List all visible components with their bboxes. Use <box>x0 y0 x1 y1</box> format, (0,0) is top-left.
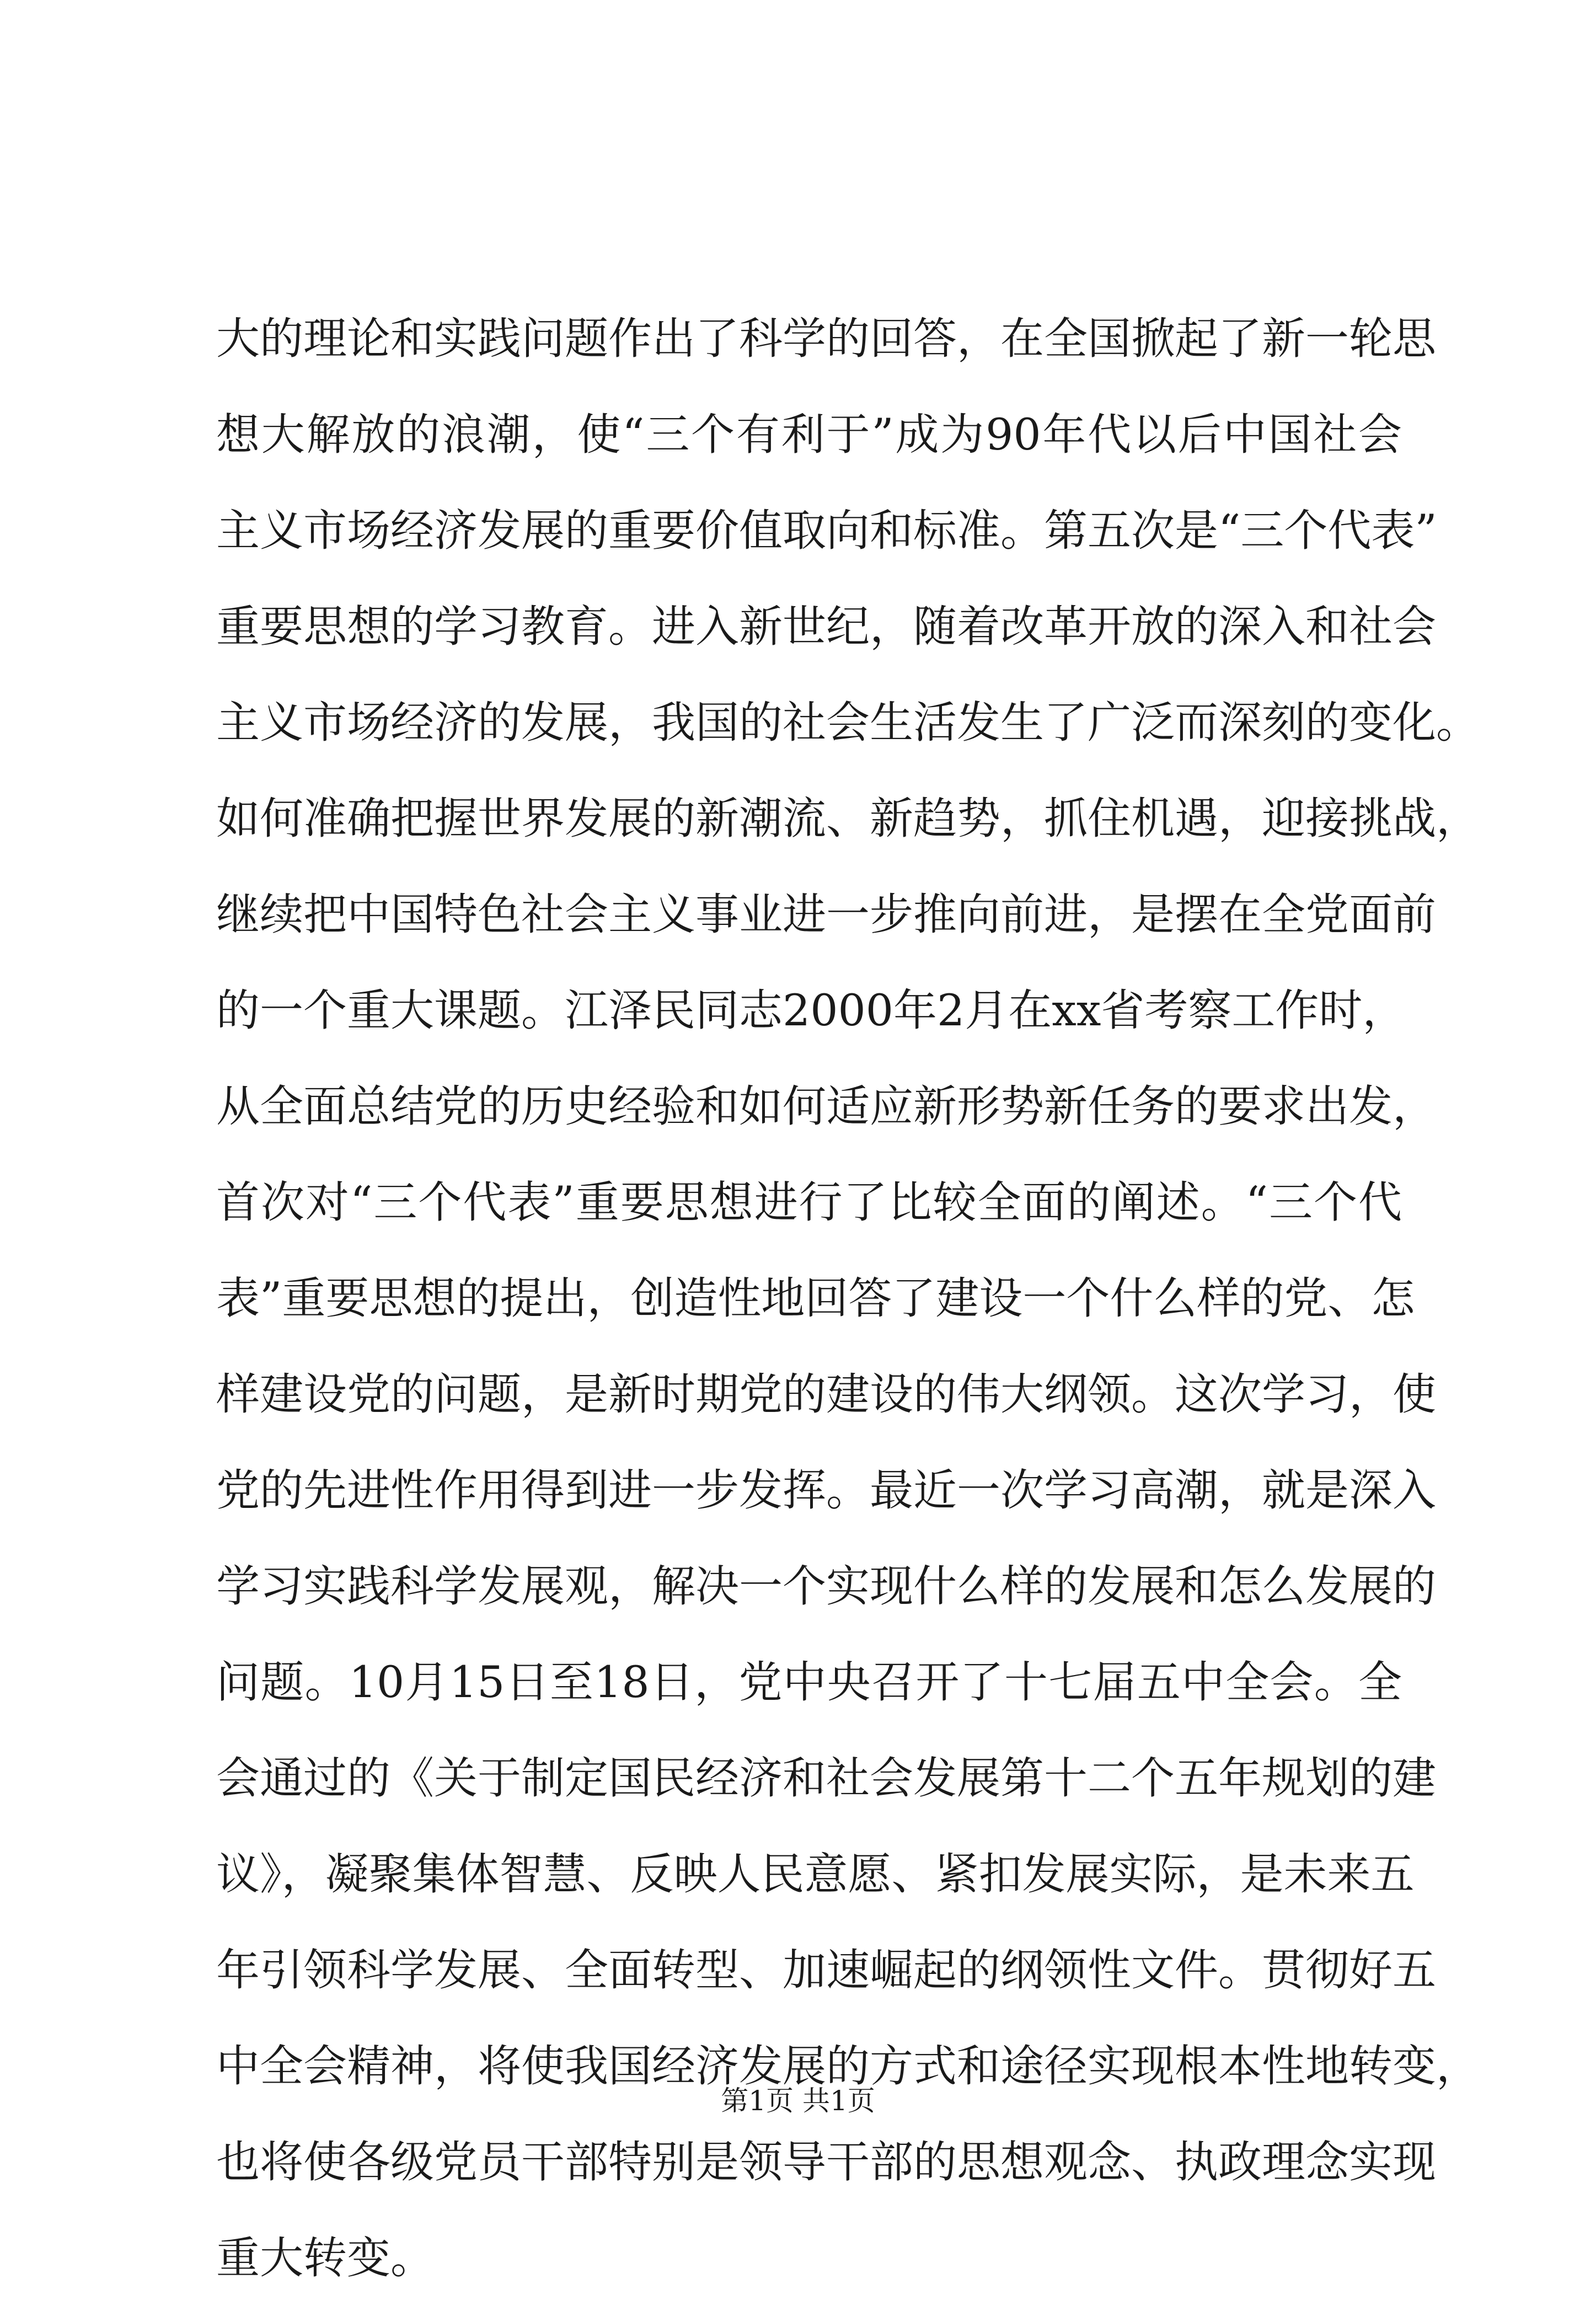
text-line: 想大解放的浪潮，使“三个有利于”成为90年代以后中国社会 <box>216 409 1402 460</box>
text-line: 学习实践科学发展观，解决一个实现什么样的发展和怎么发展的 <box>216 1561 1436 1612</box>
text-line: 如何准确把握世界发展的新潮流、新趋势，抓住机遇，迎接挑战， <box>216 793 1480 844</box>
body-paragraph <box>216 291 1480 2306</box>
text-line: 重要思想的学习教育。进入新世纪，随着改革开放的深入和社会 <box>216 601 1436 652</box>
text-line: 问题。10月15日至18日，党中央召开了十七届五中全会。全 <box>216 1657 1402 1708</box>
text-line: 重大转变。 <box>216 2233 434 2283</box>
text-line: 议》，凝聚集体智慧、反映人民意愿、紧扣发展实际，是未来五 <box>216 1849 1415 1900</box>
text-line: 党的先进性作用得到进一步发挥。最近一次学习高潮，就是深入 <box>216 1465 1436 1516</box>
text-line: 主义市场经济的发展，我国的社会生活发生了广泛而深刻的变化。 <box>216 697 1480 748</box>
text-line: 中全会精神，将使我国经济发展的方式和途径实现根本性地转变， <box>216 2041 1480 2091</box>
text-line: 也将使各级党员干部特别是领导干部的思想观念、执政理念实现 <box>216 2137 1436 2187</box>
text-line: 样建设党的问题，是新时期党的建设的伟大纲领。这次学习，使 <box>216 1369 1436 1420</box>
text-line: 首次对“三个代表”重要思想进行了比较全面的阐述。“三个代 <box>216 1177 1402 1228</box>
text-line: 表”重要思想的提出，创造性地回答了建设一个什么样的党、怎 <box>216 1273 1415 1324</box>
text-line: 年引领科学发展、全面转型、加速崛起的纲领性文件。贯彻好五 <box>216 1945 1436 1995</box>
text-line: 大的理论和实践问题作出了科学的回答，在全国掀起了新一轮思 <box>216 313 1436 364</box>
text-line: 会通过的《关于制定国民经济和社会发展第十二个五年规划的建 <box>216 1753 1436 1804</box>
text-line: 从全面总结党的历史经验和如何适应新形势新任务的要求出发， <box>216 1081 1436 1132</box>
text-line: 的一个重大课题。江泽民同志2000年2月在xx省考察工作时， <box>216 985 1406 1036</box>
text-line: 继续把中国特色社会主义事业进一步推向前进，是摆在全党面前 <box>216 889 1436 940</box>
page-number-footer: 第1页 共1页 <box>721 2085 875 2117</box>
text-line: 主义市场经济发展的重要价值取向和标准。第五次是“三个代表” <box>216 505 1437 556</box>
